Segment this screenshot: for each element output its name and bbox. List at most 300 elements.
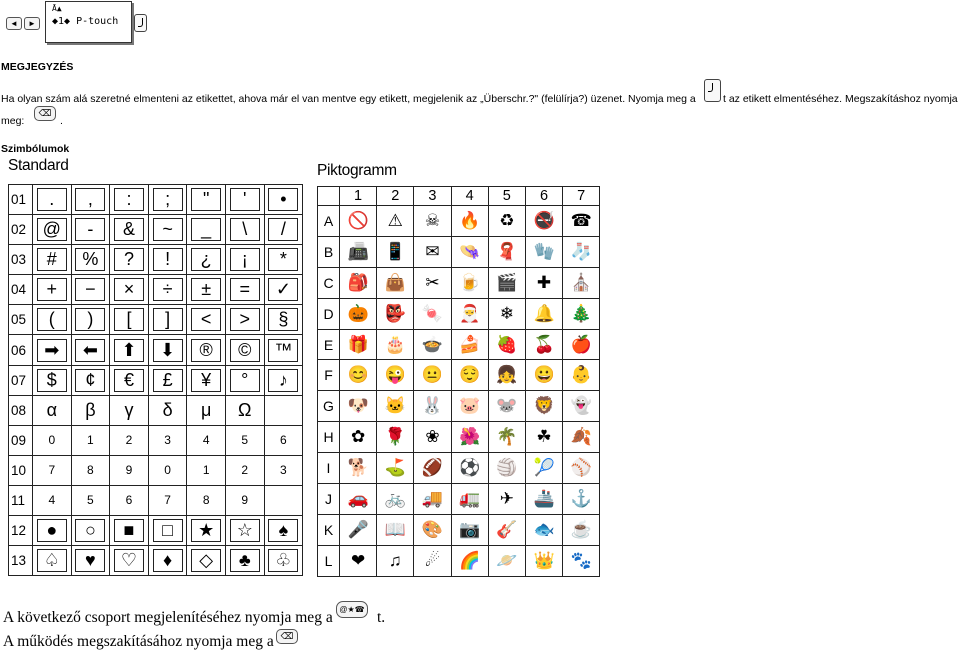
column-header: 7 [563, 187, 600, 206]
symbol-text: ] [153, 308, 183, 331]
pictogram-icon: 🎅 [451, 298, 488, 329]
symbol-cell [187, 245, 226, 275]
symbol-text: ♧ [268, 549, 298, 572]
symbol-text: : [114, 188, 144, 211]
pictogram-icon: 🍰 [451, 329, 488, 360]
pictogram-icon: 🍒 [525, 329, 562, 360]
pictogram-icon: 🎂 [377, 329, 414, 360]
symbol-text: ¡ [230, 248, 260, 271]
table-row [9, 245, 303, 275]
symbol-cell [148, 425, 187, 455]
row-label: 13 [9, 546, 33, 576]
pictogram-icon: 🎃 [340, 298, 377, 329]
symbol-text: 7 [48, 463, 56, 478]
symbol-text: 8 [87, 463, 94, 478]
pictogram-icon: 🚛 [451, 484, 488, 515]
pictogram-icon: 📱 [377, 236, 414, 267]
pictogram-icon: 😀 [525, 360, 562, 391]
pictogram-icon: 👻 [563, 391, 600, 422]
symbol-cell [71, 546, 110, 576]
pictogram-icon: 😐 [414, 360, 451, 391]
pictogram-icon: ✂ [414, 267, 451, 298]
cursor-left-key-icon: ◄ [6, 17, 22, 30]
symbol-text: + [37, 278, 67, 301]
pictogram-icon: 🎄 [563, 298, 600, 329]
table-row [318, 236, 600, 267]
symbol-text: @ [37, 218, 67, 241]
symbol-cell [33, 455, 72, 485]
pictogram-icon: ❤ [340, 545, 377, 576]
symbol-cell [187, 516, 226, 546]
table-row [318, 329, 600, 360]
pictogram-icon: ⛪ [563, 267, 600, 298]
pictogram-icon: 🧣 [488, 236, 525, 267]
footer-text-2: A működés megszakításához nyomja meg a [3, 633, 274, 650]
symbol-text: ¢ [75, 369, 105, 392]
symbol-text: ● [37, 519, 67, 542]
symbol-text [265, 494, 303, 506]
symbol-text: 4 [48, 493, 56, 508]
pictogram-icon: 🎨 [414, 514, 451, 545]
symbol-cell [225, 215, 264, 245]
lcd-display [45, 1, 132, 43]
row-label: 04 [9, 275, 33, 305]
cursor-right-key-icon: ► [24, 17, 40, 30]
symbol-cell [110, 245, 149, 275]
symbol-text: [ [114, 308, 144, 331]
row-label: 06 [9, 335, 33, 365]
symbol-text: 1 [202, 463, 210, 478]
symbol-text: = [230, 278, 260, 301]
symbol-text: ♡ [114, 549, 144, 572]
symbol-key-icon: @★☎ [336, 601, 368, 618]
row-label: 07 [9, 365, 33, 395]
table-row [318, 298, 600, 329]
row-label: E [318, 329, 340, 360]
symbol-cell [33, 485, 72, 515]
symbol-cell: μ [187, 395, 226, 425]
symbol-cell [71, 275, 110, 305]
symbol-text: > [230, 308, 260, 331]
symbol-text: 0 [48, 433, 56, 448]
symbol-text: / [268, 218, 298, 241]
symbol-text: ÷ [153, 278, 183, 301]
symbol-cell [110, 215, 149, 245]
symbol-cell [225, 546, 264, 576]
symbol-text: * [268, 248, 298, 271]
column-header: 5 [488, 187, 525, 206]
symbol-cell [148, 516, 187, 546]
symbol-text: ) [75, 308, 105, 331]
piktogramm-symbol-table [317, 186, 600, 577]
symbol-cell [187, 305, 226, 335]
pictogram-icon: 📷 [451, 514, 488, 545]
pictogram-icon: 😊 [340, 360, 377, 391]
pictogram-icon: 🐱 [377, 391, 414, 422]
symbol-cell [225, 275, 264, 305]
footer-text-1b: t. [377, 609, 386, 626]
table-row [9, 485, 303, 515]
pictogram-icon: 🐷 [451, 391, 488, 422]
symbol-cell [110, 485, 149, 515]
pictogram-icon: 👜 [377, 267, 414, 298]
pictogram-icon: 🍂 [563, 422, 600, 453]
pictogram-icon: 🌴 [488, 422, 525, 453]
pictogram-icon: ☎ [563, 206, 600, 237]
pictogram-icon: 🎁 [340, 329, 377, 360]
symbol-cell: α [33, 395, 72, 425]
symbol-cell [264, 485, 303, 515]
symbol-text: 7 [164, 493, 171, 508]
table-row [9, 425, 303, 455]
symbol-text: ! [153, 248, 183, 271]
pictogram-icon: 😌 [451, 360, 488, 391]
symbol-cell [264, 425, 303, 455]
pictogram-icon: ❄ [488, 298, 525, 329]
symbol-text: 2 [125, 433, 133, 448]
symbol-text: − [75, 278, 105, 301]
symbol-cell [33, 335, 72, 365]
symbol-text: ⬆ [114, 339, 144, 362]
row-label: K [318, 514, 340, 545]
symbol-cell [33, 516, 72, 546]
symbol-cell [110, 305, 149, 335]
standard-symbol-table [8, 184, 303, 576]
pictogram-icon: 🐟 [525, 514, 562, 545]
table-row [318, 545, 600, 576]
pictogram-icon: ♻ [488, 206, 525, 237]
pictogram-icon: 👧 [488, 360, 525, 391]
row-label: 08 [9, 395, 33, 425]
symbol-text: ♤ [37, 549, 67, 572]
pictogram-icon: 🦁 [525, 391, 562, 422]
symbol-cell [148, 546, 187, 576]
pictogram-icon: 🐰 [414, 391, 451, 422]
symbol-cell [71, 245, 110, 275]
symbol-cell [225, 365, 264, 395]
pictogram-icon: ⚽ [451, 453, 488, 484]
pictogram-icon: 🪐 [488, 545, 525, 576]
pictogram-icon: 🌈 [451, 545, 488, 576]
pictogram-icon: 🎤 [340, 514, 377, 545]
symbol-text: ° [230, 369, 260, 392]
table-row [318, 453, 600, 484]
pictogram-icon: 🧤 [525, 236, 562, 267]
symbol-text: ♣ [230, 549, 260, 572]
symbol-text: ' [230, 188, 260, 211]
table-row [9, 185, 303, 215]
symbol-cell [264, 365, 303, 395]
pictogram-icon: 🚭 [525, 206, 562, 237]
row-label: B [318, 236, 340, 267]
symbol-text: • [268, 188, 298, 211]
column-header: 4 [451, 187, 488, 206]
symbol-text: 9 [241, 493, 249, 508]
symbols-heading: Szimbólumok [1, 143, 70, 155]
pictogram-icon: 🍲 [414, 329, 451, 360]
row-label: 12 [9, 516, 33, 546]
symbol-cell [33, 546, 72, 576]
symbol-cell [264, 335, 303, 365]
note-text-2b: . [60, 115, 63, 127]
symbol-cell [187, 215, 226, 245]
symbol-cell [148, 485, 187, 515]
symbol-text: 3 [280, 463, 287, 478]
row-label: 09 [9, 425, 33, 455]
symbol-cell [148, 245, 187, 275]
row-label: 05 [9, 305, 33, 335]
symbol-cell [225, 335, 264, 365]
corner-cell [318, 187, 340, 206]
symbol-text: 6 [280, 433, 287, 448]
symbol-cell [187, 485, 226, 515]
pictogram-icon: ♫ [377, 545, 414, 576]
symbol-cell: γ [110, 395, 149, 425]
symbol-text: 3 [164, 433, 171, 448]
symbol-cell [71, 516, 110, 546]
symbol-cell [33, 425, 72, 455]
symbol-text: - [75, 218, 105, 241]
symbol-cell [264, 185, 303, 215]
symbol-cell [71, 185, 110, 215]
piktogramm-title: Piktogramm [317, 162, 397, 179]
pictogram-icon: ✈ [488, 484, 525, 515]
footer-text-1a: A következő csoport megjelenítéséhez nyomja meg a [3, 609, 333, 626]
pictogram-icon: 🍎 [563, 329, 600, 360]
row-label: 01 [9, 185, 33, 215]
symbol-cell [264, 245, 303, 275]
column-header: 6 [525, 187, 562, 206]
pictogram-icon: 📠 [340, 236, 377, 267]
symbol-text: ✓ [268, 278, 298, 301]
symbol-cell [264, 516, 303, 546]
pictogram-icon: 🚗 [340, 484, 377, 515]
symbol-text: 5 [241, 433, 249, 448]
symbol-text: ~ [153, 218, 183, 241]
symbol-cell [187, 185, 226, 215]
pictogram-icon: ☠ [414, 206, 451, 237]
pictogram-icon: ☄ [414, 545, 451, 576]
symbol-text: < [191, 308, 221, 331]
symbol-text: ♪ [268, 369, 298, 392]
symbol-cell [148, 215, 187, 245]
symbol-cell [187, 425, 226, 455]
standard-title: Standard [8, 157, 69, 174]
column-header: 2 [377, 187, 414, 206]
symbol-cell [187, 455, 226, 485]
symbol-cell [71, 425, 110, 455]
symbol-cell [148, 335, 187, 365]
pictogram-icon: 🏐 [488, 453, 525, 484]
symbol-text: 2 [241, 463, 249, 478]
pictogram-icon: 👑 [525, 545, 562, 576]
symbol-text: ♦ [153, 549, 183, 572]
symbol-text: ☆ [230, 519, 260, 542]
symbol-text: , [75, 188, 105, 211]
pictogram-icon: 🚚 [414, 484, 451, 515]
pictogram-icon: 🎾 [525, 453, 562, 484]
symbol-cell [264, 546, 303, 576]
symbol-cell [110, 335, 149, 365]
symbol-text: # [37, 248, 67, 271]
pictogram-icon: 🍬 [414, 298, 451, 329]
row-label: 02 [9, 215, 33, 245]
symbol-text: ⬇ [153, 339, 183, 362]
column-header-row [318, 187, 600, 206]
symbol-cell [264, 275, 303, 305]
pictogram-icon: ⚓ [563, 484, 600, 515]
symbol-cell [148, 305, 187, 335]
symbol-text: 9 [125, 463, 133, 478]
row-label: F [318, 360, 340, 391]
enter-key-icon [704, 79, 721, 102]
symbol-text: ± [191, 278, 221, 301]
symbol-text: ♥ [75, 549, 105, 572]
row-label: J [318, 484, 340, 515]
pictogram-icon: 🐶 [340, 391, 377, 422]
row-label: 03 [9, 245, 33, 275]
note-heading: MEGJEGYZÉS [1, 61, 74, 73]
column-header: 3 [414, 187, 451, 206]
pictogram-icon: ⚠ [377, 206, 414, 237]
row-label: C [318, 267, 340, 298]
pictogram-icon: ✉ [414, 236, 451, 267]
table-row [9, 305, 303, 335]
table-row [9, 395, 303, 425]
symbol-text: % [75, 248, 105, 271]
pictogram-icon: 🏈 [414, 453, 451, 484]
pictogram-icon: 👒 [451, 236, 488, 267]
pictogram-icon: ⚾ [563, 453, 600, 484]
symbol-cell [187, 546, 226, 576]
table-row [9, 455, 303, 485]
row-label: H [318, 422, 340, 453]
pictogram-icon: ☕ [563, 514, 600, 545]
table-row [9, 215, 303, 245]
row-label: L [318, 545, 340, 576]
pictogram-icon: 🌹 [377, 422, 414, 453]
symbol-cell [33, 305, 72, 335]
symbol-text: _ [191, 218, 221, 241]
symbol-cell [110, 185, 149, 215]
pictogram-icon: 🐕 [340, 453, 377, 484]
pictogram-icon: 🐾 [563, 545, 600, 576]
pictogram-icon: ☘ [525, 422, 562, 453]
symbol-cell [33, 275, 72, 305]
lcd-line-1: Ā▲ [52, 4, 62, 13]
symbol-text: \ [230, 218, 260, 241]
lcd-line-2: ◆1◆ P-touch [52, 16, 119, 27]
table-row [9, 275, 303, 305]
pictogram-icon: 🚲 [377, 484, 414, 515]
symbol-cell [225, 516, 264, 546]
row-label: A [318, 206, 340, 237]
symbol-text: © [230, 339, 260, 362]
table-row [318, 267, 600, 298]
symbol-cell [148, 365, 187, 395]
note-text-1a: Ha olyan szám alá szeretné elmenteni az etikettet, ahova már el van mentve egy etikett, megjelenik az „Überschr.?" (felülírja?) üzenet. Nyomja meg a [1, 93, 696, 105]
pictogram-icon: ⛳ [377, 453, 414, 484]
symbol-cell [264, 305, 303, 335]
pictogram-icon: 🎬 [488, 267, 525, 298]
symbol-cell: δ [148, 395, 187, 425]
table-row [9, 516, 303, 546]
pictogram-icon: ❀ [414, 422, 451, 453]
symbol-text: & [114, 218, 144, 241]
symbol-text: × [114, 278, 144, 301]
pictogram-icon: ✚ [525, 267, 562, 298]
symbol-cell [110, 275, 149, 305]
symbol-cell [225, 245, 264, 275]
symbol-cell [71, 215, 110, 245]
note-text-1b: t az etikett elmentéséhez. Megszakításhoz nyomja [723, 93, 958, 105]
clear-key-icon: ⌫ [34, 106, 56, 121]
pictogram-icon: 🧦 [563, 236, 600, 267]
symbol-cell [264, 395, 303, 425]
symbol-cell [33, 245, 72, 275]
symbol-cell [71, 365, 110, 395]
table-row [318, 422, 600, 453]
symbol-text: £ [153, 369, 183, 392]
pictogram-icon: 🍓 [488, 329, 525, 360]
symbol-cell [33, 185, 72, 215]
symbol-text: ◇ [191, 549, 221, 572]
pictogram-icon: 📖 [377, 514, 414, 545]
symbol-cell [225, 305, 264, 335]
symbol-text: ( [37, 308, 67, 331]
symbol-cell [33, 365, 72, 395]
symbol-cell [71, 485, 110, 515]
pictogram-icon: ✿ [340, 422, 377, 453]
symbol-text: . [37, 188, 67, 211]
symbol-cell [187, 275, 226, 305]
symbol-cell: β [71, 395, 110, 425]
symbol-text: ¥ [191, 369, 221, 392]
symbol-text: ⬅ [75, 339, 105, 362]
row-label: G [318, 391, 340, 422]
symbol-text: $ [37, 369, 67, 392]
symbol-text: ■ [114, 519, 144, 542]
pictogram-icon: 🎒 [340, 267, 377, 298]
pictogram-icon: 🎸 [488, 514, 525, 545]
symbol-text: ® [191, 339, 221, 362]
symbol-text: 8 [202, 493, 210, 508]
enter-key-icon [134, 14, 147, 32]
symbol-cell [148, 185, 187, 215]
pictogram-icon: 🔔 [525, 298, 562, 329]
symbol-text: 0 [164, 463, 171, 478]
table-row [9, 365, 303, 395]
pictogram-icon: 🚫 [340, 206, 377, 237]
column-header: 1 [340, 187, 377, 206]
symbol-text: ➡ [37, 339, 67, 362]
symbol-cell [225, 185, 264, 215]
symbol-cell: Ω [225, 395, 264, 425]
symbol-cell [110, 425, 149, 455]
pictogram-icon: 👶 [563, 360, 600, 391]
pictogram-icon: 🐭 [488, 391, 525, 422]
row-label: I [318, 453, 340, 484]
pictogram-icon: 😜 [377, 360, 414, 391]
table-row [318, 484, 600, 515]
symbol-cell [187, 365, 226, 395]
table-row [318, 360, 600, 391]
symbol-cell [33, 215, 72, 245]
row-label: D [318, 298, 340, 329]
symbol-text: € [114, 369, 144, 392]
symbol-cell [225, 485, 264, 515]
row-label: 10 [9, 455, 33, 485]
